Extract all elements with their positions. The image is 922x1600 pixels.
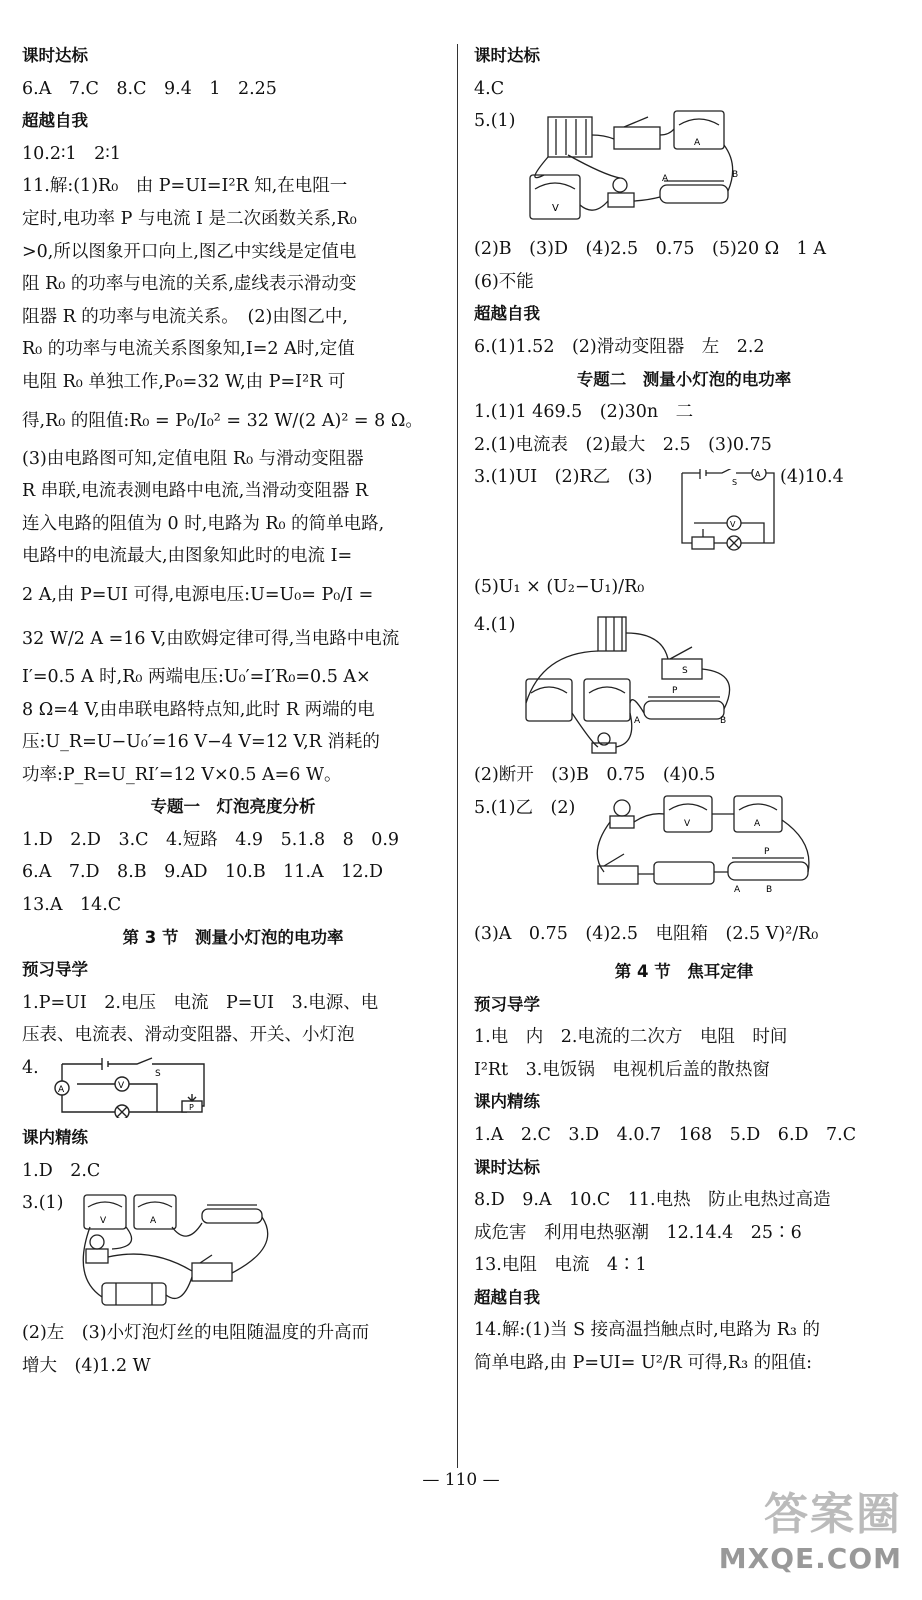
answer-line: 阻 R₀ 的功率与电流的关系,虚线表示滑动变: [22, 274, 357, 295]
answer-line: 6.A 7.C 8.C 9.4 1 2.25: [22, 78, 277, 99]
answer-line: (3)A 0.75 (4)2.5 电阻箱 (2.5 V)²/R₀: [474, 923, 819, 944]
section-heading: 课内精练: [22, 1128, 88, 1148]
answer-line: 电阻 R₀ 单独工作,P₀=32 W,由 P=I²R 可: [22, 371, 346, 392]
answer-line: 5.(1)乙 (2): [474, 797, 576, 818]
svg-text:A: A: [150, 1216, 157, 1227]
section-heading: 超越自我: [474, 1287, 540, 1307]
answer-line: 成危害 利用电热驱潮 12.14.4 25∶6: [474, 1222, 802, 1243]
svg-text:A: A: [754, 818, 761, 829]
answer-line: 4.C: [474, 78, 505, 99]
answer-line: 1.电 内 2.电流的二次方 电阻 时间: [474, 1027, 788, 1048]
watermark-logo: [719, 1478, 902, 1575]
svg-text:B: B: [766, 884, 773, 895]
watermark-url: MXQE.COM: [718, 1542, 902, 1575]
apparatus-figure-row: [474, 609, 894, 759]
page-number: — 110 —: [422, 1470, 500, 1490]
answer-line: 1.A 2.C 3.D 4.0.7 168 5.D 6.D 7.C: [474, 1124, 857, 1145]
section-title: 第 3 节 测量小灯泡的电功率: [122, 927, 344, 947]
svg-text:A: A: [755, 470, 761, 480]
answer-line: 10.2∶1 2∶1: [22, 143, 121, 164]
answer-line: 1.D 2.D 3.C 4.短路 4.9 5.1.8 8 0.9: [22, 829, 400, 850]
section-heading: 预习导学: [22, 960, 88, 980]
answer-line: 电路中的电流最大,由图象知此时的电流 I=: [22, 546, 353, 567]
answer-line: I′=0.5 A 时,R₀ 两端电压:U₀′=I′R₀=0.5 A×: [22, 666, 371, 687]
answer-line: 功率:P_R=U_RI′=12 V×0.5 A=6 W。: [22, 764, 342, 785]
svg-text:A: A: [58, 1085, 65, 1096]
answer-line: >0,所以图象开口向上,图乙中实线是定值电: [22, 241, 357, 262]
svg-text:V: V: [552, 203, 559, 215]
svg-text:A: A: [734, 884, 741, 895]
apparatus-figure: [524, 105, 744, 231]
answer-line: 8 Ω=4 V,由串联电路特点知,此时 R 两端的电: [22, 699, 375, 720]
answer-line: I²Rt 3.电饭锅 电视机后盖的散热窗: [474, 1059, 770, 1080]
section-heading: 超越自我: [22, 111, 88, 131]
circuit-diagram-row: [22, 1052, 444, 1122]
answer-line: (4)10.4: [780, 467, 844, 488]
apparatus-figure-row: [22, 1187, 444, 1317]
answer-line: 32 W/2 A =16 V,由欧姆定律可得,当电路中电流: [22, 628, 400, 649]
answer-line: 14.解:(1)当 S 接高温挡触点时,电路为 R₃ 的: [474, 1320, 821, 1341]
svg-text:V: V: [730, 520, 736, 530]
answer-line: R₀ 的功率与电流关系图象知,I=2 A时,定值: [22, 339, 355, 360]
section-heading: 课时达标: [474, 46, 540, 65]
answer-line: (2)左 (3)小灯泡灯丝的电阻随温度的升高而: [22, 1323, 370, 1344]
answer-line: 13.A 14.C: [22, 895, 122, 916]
svg-text:V: V: [118, 1081, 125, 1092]
answer-line: 得,R₀ 的阻值:R₀ = P₀/I₀² = 32 W/(2 A)² = 8 Ω。: [22, 410, 423, 431]
answer-line: 4.: [22, 1058, 39, 1079]
answer-line: (6)不能: [474, 271, 534, 292]
answer-line: 3.(1)UI (2)R乙 (3): [474, 467, 653, 488]
answer-line: (5)U₁ × (U₂−U₁)/R₀: [474, 577, 645, 598]
column-divider: [457, 44, 458, 1468]
svg-text:B: B: [720, 716, 727, 727]
answer-line: (2)B (3)D (4)2.5 0.75 (5)20 Ω 1 A: [474, 239, 827, 260]
section-heading: 超越自我: [474, 304, 540, 324]
answer-line: 压表、电流表、滑动变阻器、开关、小灯泡: [22, 1025, 355, 1046]
answer-line: 2.(1)电流表 (2)最大 2.5 (3)0.75: [474, 434, 772, 455]
answer-line: 1.P=UI 2.电压 电流 P=UI 3.电源、电: [22, 992, 379, 1013]
section-heading: 预习导学: [474, 994, 540, 1014]
answer-line: 13.电阻 电流 4∶1: [474, 1255, 647, 1276]
right-column: [474, 40, 894, 1380]
topic-heading: 专题二 测量小灯泡的电功率: [576, 369, 792, 389]
section-heading: 课时达标: [474, 1157, 540, 1177]
answer-line: 5.(1): [474, 111, 516, 132]
answer-line: 3.(1): [22, 1193, 64, 1214]
svg-text:V: V: [100, 1216, 107, 1227]
svg-text:P: P: [672, 686, 678, 697]
svg-text:P: P: [189, 1103, 194, 1113]
section-title: 第 4 节 焦耳定律: [614, 961, 754, 981]
answer-line: 定时,电功率 P 与电流 I 是二次函数关系,R₀: [22, 208, 357, 229]
apparatus-figure: [522, 613, 746, 757]
answer-line: 6.A 7.D 8.B 9.AD 10.B 11.A 12.D: [22, 862, 384, 883]
left-column: [22, 40, 444, 1382]
answer-line: 1.(1)1 469.5 (2)30n 二: [474, 402, 694, 423]
svg-text:S: S: [682, 666, 688, 677]
svg-text:V: V: [684, 818, 691, 829]
answer-line: 11.解:(1)R₀ 由 P=UI=I²R 知,在电阻一: [22, 176, 348, 197]
svg-text:B: B: [732, 170, 739, 181]
answer-line: (2)断开 (3)B 0.75 (4)0.5: [474, 765, 716, 786]
apparatus-figure-row: [474, 792, 894, 912]
circuit-diagram: [674, 469, 780, 563]
section-heading: 课时达标: [22, 46, 88, 65]
svg-text:A: A: [634, 716, 641, 727]
circuit-diagram-row: [474, 461, 894, 565]
apparatus-figure: [72, 1187, 292, 1315]
answer-line: 2 A,由 P=UI 可得,电源电压:U=U₀= P₀/I =: [22, 584, 374, 605]
answer-line: (3)由电路图可知,定值电阻 R₀ 与滑动变阻器: [22, 448, 364, 469]
svg-text:S: S: [732, 478, 738, 488]
circuit-diagram: [42, 1056, 212, 1118]
section-heading: 课内精练: [474, 1092, 540, 1112]
svg-text:P: P: [764, 846, 770, 857]
topic-heading: 专题一 灯泡亮度分析: [150, 797, 316, 817]
apparatus-figure: [594, 792, 818, 910]
apparatus-figure-row: [474, 105, 894, 233]
answer-line: 压:U_R=U−U₀′=16 V−4 V=12 V,R 消耗的: [22, 732, 380, 753]
answer-line: R 串联,电流表测电路中电流,当滑动变阻器 R: [22, 481, 369, 502]
answer-line: 6.(1)1.52 (2)滑动变阻器 左 2.2: [474, 336, 765, 357]
answer-line: 增大 (4)1.2 W: [22, 1355, 151, 1376]
answer-line: 1.D 2.C: [22, 1160, 101, 1181]
answer-line: 8.D 9.A 10.C 11.电热 防止电热过高造: [474, 1190, 831, 1211]
answer-line: 4.(1): [474, 615, 516, 636]
answer-line: 阻器 R 的功率与电流关系。 (2)由图乙中,: [22, 306, 348, 327]
watermark-title: 答案圈: [764, 1489, 902, 1540]
answer-line: 简单电路,由 P=UI= U²/R 可得,R₃ 的阻值:: [474, 1353, 813, 1374]
answer-line: 连入电路的阻值为 0 时,电路为 R₀ 的简单电路,: [22, 513, 385, 534]
svg-text:A: A: [662, 174, 669, 185]
svg-text:S: S: [155, 1069, 161, 1080]
svg-text:A: A: [694, 138, 701, 149]
